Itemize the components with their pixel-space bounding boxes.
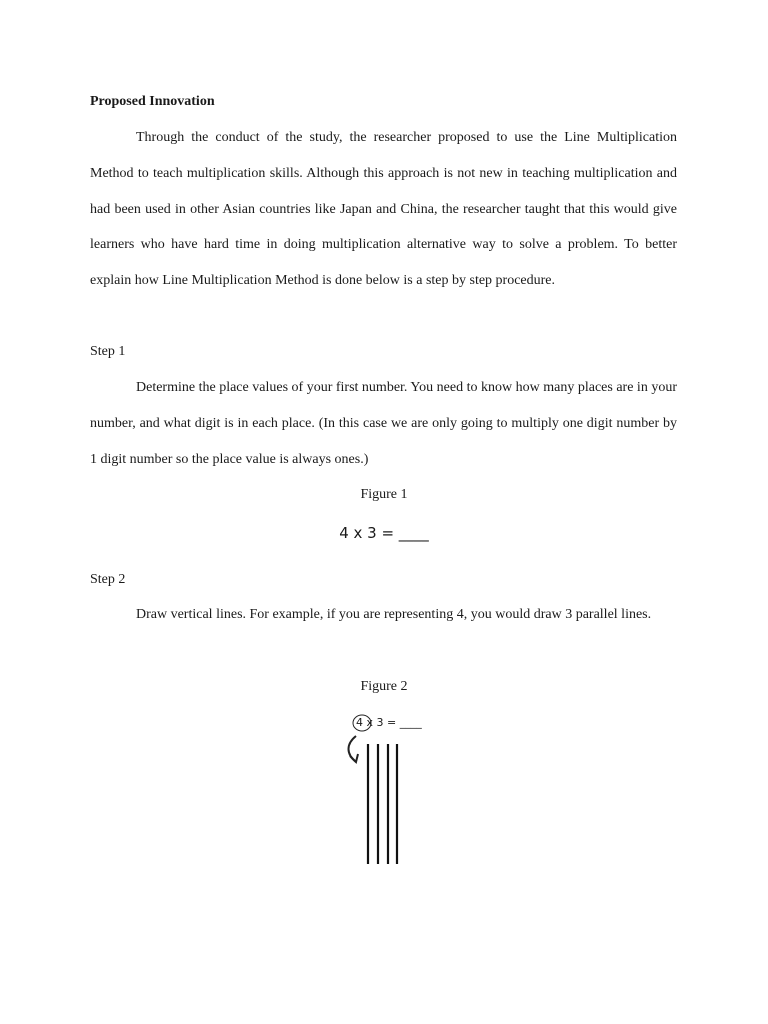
step1-label: Step 1 — [90, 344, 126, 359]
step1-paragraph: Determine the place values of your first number. You need to know how many places are in your number, and what digit is in each place. (In this case we are only going to multiply one digit number by 1 digit number so the place value is always ones.) — [90, 380, 677, 467]
digit-circle — [353, 715, 371, 731]
figure2-caption: Figure 2 — [360, 679, 408, 694]
figure1-equation: 4 x 3 = ____ — [339, 524, 429, 542]
step2-paragraph: Draw vertical lines. For example, if you are representing 4, you would draw 3 parallel lines. — [136, 607, 652, 622]
section-heading: Proposed Innovation — [90, 94, 215, 109]
figure1-caption: Figure 1 — [360, 487, 408, 502]
step2-label: Step 2 — [90, 572, 126, 587]
figure2-equation: 4 x 3 = ____ — [356, 716, 422, 729]
figure2-drawing — [340, 712, 440, 872]
intro-paragraph: Through the conduct of the study, the researcher proposed to use the Line Multiplication Method to teach multiplication skills. Although this approach is not new in teaching multiplication and had been used in other Asian countries like Japan and China, the researcher taught that this would give learners who have hard time in doing multiplication alternative way to solve a problem. To better explain how Line Multiplication Method is done below is a step by step procedure. — [90, 130, 677, 289]
